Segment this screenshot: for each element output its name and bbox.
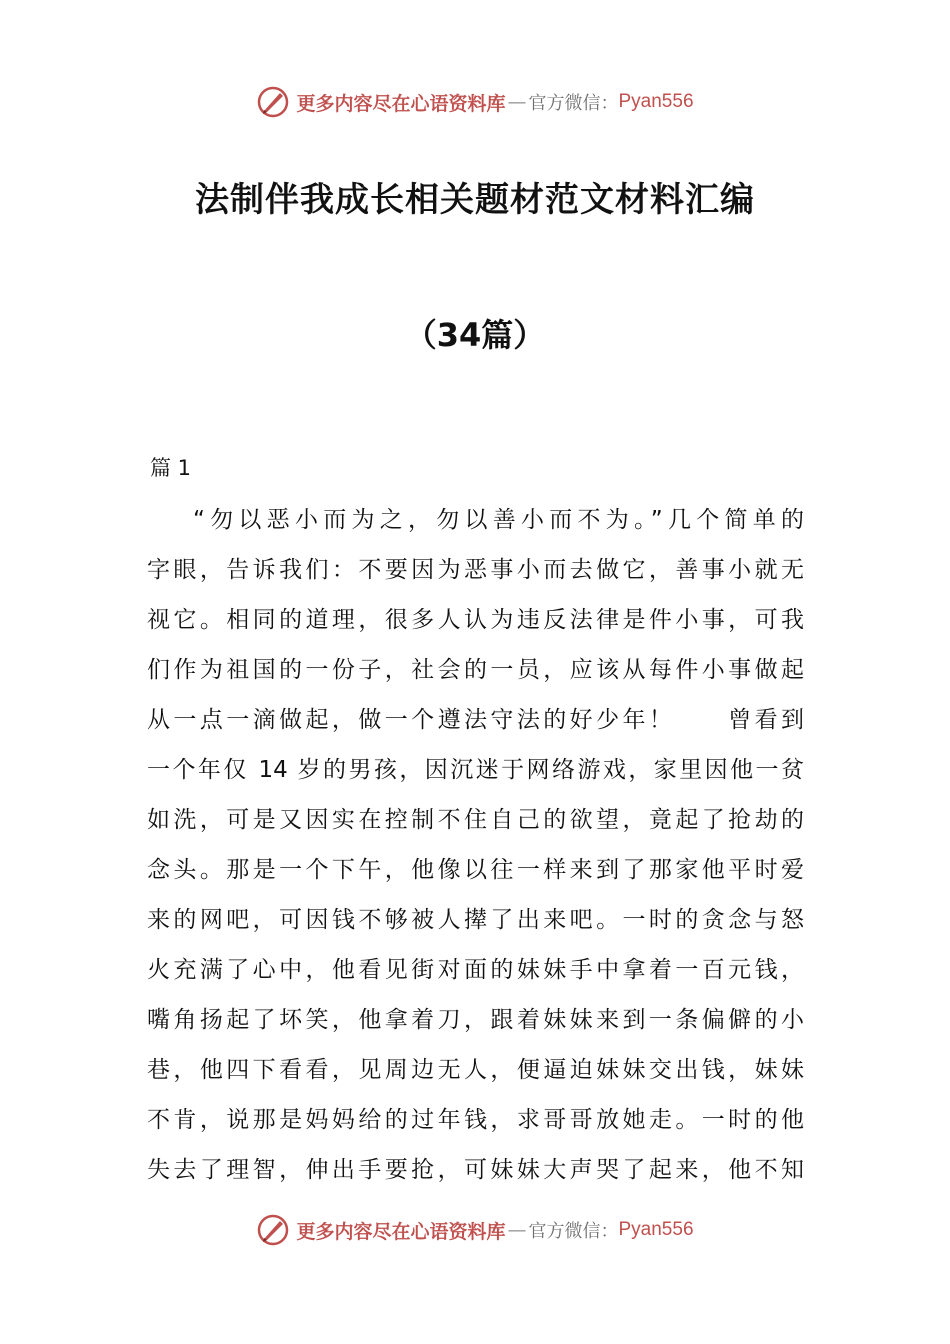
- banner-separator: —: [507, 1219, 527, 1241]
- banner-wechat-label: 官方微信：: [528, 1221, 619, 1242]
- body-line: “勿以恶小而为之，勿以善小而不为。”几个简单的: [193, 507, 804, 533]
- quill-logo-icon: [256, 85, 290, 119]
- document-subtitle: （34篇）: [404, 316, 546, 354]
- body-line: 视它。相同的道理，很多人认为违反法律是件小事，可我: [147, 607, 804, 633]
- quill-logo-icon: [256, 1213, 290, 1247]
- body-line: 们作为祖国的一份子，社会的一员，应该从每件小事做起: [147, 657, 804, 683]
- section-label: 篇 1: [150, 456, 192, 480]
- body-line: 火充满了心中，他看见街对面的妹妹手中拿着一百元钱，: [147, 957, 804, 983]
- body-line: 嘴角扬起了坏笑，他拿着刀，跟着妹妹来到一条偏僻的小: [147, 1007, 804, 1033]
- banner-wechat-id: Pyan556: [618, 91, 694, 112]
- body-line: 念头。那是一个下午，他像以往一样来到了那家他平时爱: [147, 857, 804, 883]
- body-line: 巷，他四下看看，见周边无人，便逼迫妹妹交出钱，妹妹: [147, 1057, 804, 1083]
- banner-text: 更多内容尽在心语资料库: [296, 1220, 506, 1243]
- body-text: [147, 500, 827, 1200]
- banner-separator: —: [507, 91, 527, 113]
- header-banner: [0, 82, 950, 122]
- body-line: 字眼，告诉我们：不要因为恶事小而去做它，善事小就无: [147, 557, 804, 583]
- body-line: 一个年仅 14 岁的男孩，因沉迷于网络游戏，家里因他一贫: [147, 757, 804, 783]
- banner-wechat-id: Pyan556: [618, 1219, 694, 1240]
- document-title: 法制伴我成长相关题材范文材料汇编: [195, 180, 755, 220]
- body-line: 失去了理智，伸出手要抢，可妹妹大声哭了起来，他不知: [147, 1157, 804, 1183]
- banner-wechat-label: 官方微信：: [528, 93, 619, 114]
- body-line: 从一点一滴做起，做一个遵法守法的好少年！ 曾看到: [147, 707, 804, 733]
- footer-banner: [0, 1210, 950, 1250]
- banner-text: 更多内容尽在心语资料库: [296, 92, 506, 115]
- body-line: 来的网吧，可因钱不够被人撵了出来吧。一时的贪念与怒: [147, 907, 804, 933]
- body-line: 如洗，可是又因实在控制不住自己的欲望，竟起了抢劫的: [147, 807, 804, 833]
- body-line: 不肯，说那是妈妈给的过年钱，求哥哥放她走。一时的他: [147, 1107, 804, 1133]
